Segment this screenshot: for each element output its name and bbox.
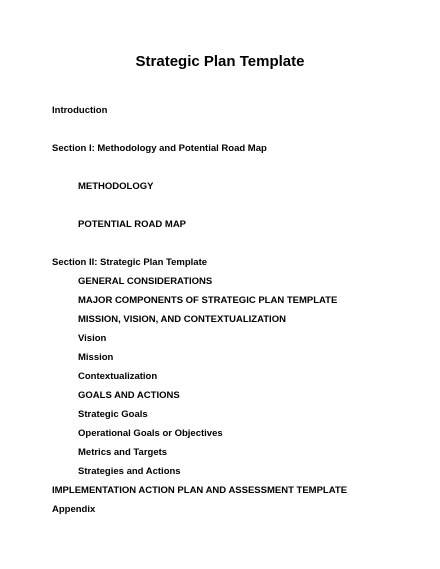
toc-entry-goals-and-actions: GOALS AND ACTIONS [78,390,180,401]
toc-entry-vision: Vision [78,333,107,344]
toc-entry-introduction: Introduction [52,105,108,116]
toc-entry-section-1: Section I: Methodology and Potential Road Map [52,143,267,154]
toc-entry-metrics-and-targets: Metrics and Targets [78,447,168,458]
page-title: Strategic Plan Template [135,53,305,70]
toc-entry-mission: Mission [78,352,114,363]
toc-entry-methodology: METHODOLOGY [78,181,154,192]
toc-entry-strategies-and-actions: Strategies and Actions [78,466,181,477]
toc-entry-major-components: MAJOR COMPONENTS OF STRATEGIC PLAN TEMPLATE [78,295,338,306]
toc-entry-strategic-goals: Strategic Goals [78,409,148,420]
toc-entry-contextualization: Contextualization [78,371,158,382]
toc-entry-implementation-plan: IMPLEMENTATION ACTION PLAN AND ASSESSMENT TEMPLATE [52,485,348,496]
toc-entry-mission-vision: MISSION, VISION, AND CONTEXTUALIZATION [78,314,286,325]
toc-entry-appendix: Appendix [52,504,96,515]
toc-entry-operational-goals: Operational Goals or Objectives [78,428,223,439]
toc-entry-section-2: Section II: Strategic Plan Template [52,257,208,268]
toc-entry-potential-road-map: POTENTIAL ROAD MAP [78,219,187,230]
toc-entry-general-considerations: GENERAL CONSIDERATIONS [78,276,213,287]
